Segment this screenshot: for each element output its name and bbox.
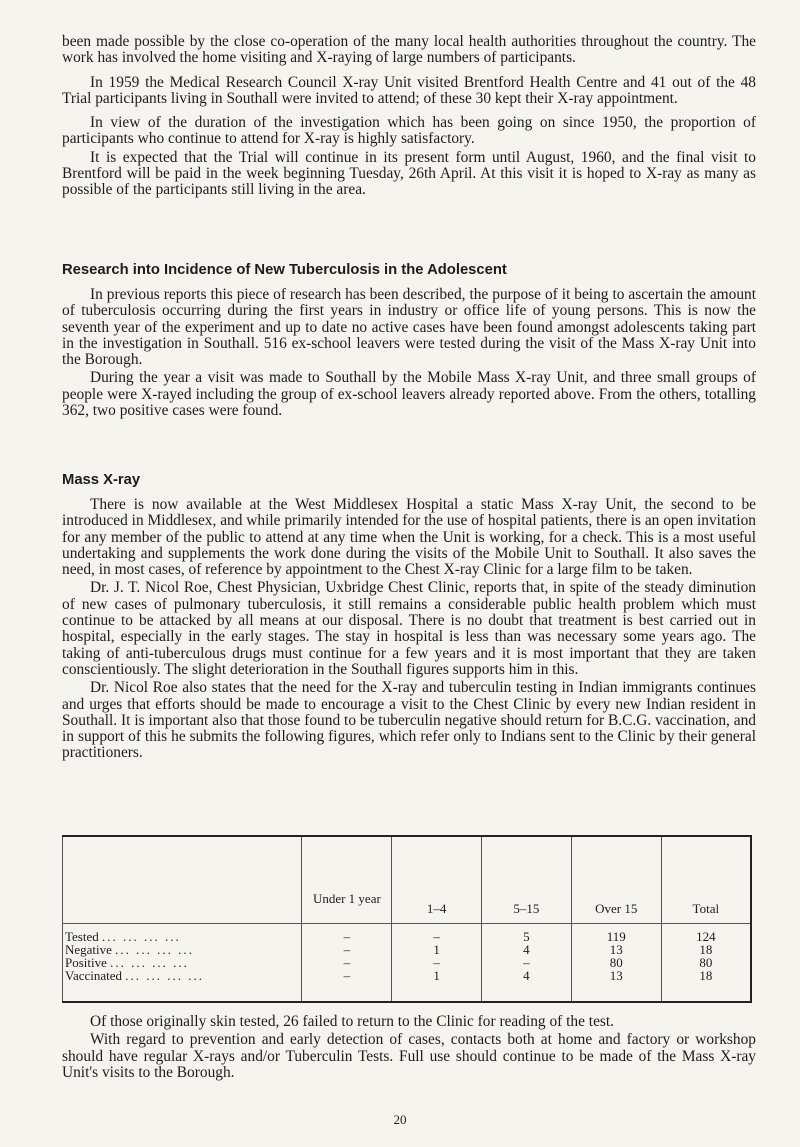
paragraph: With regard to prevention and early detection of cases, contacts both at home and factory or workshop should have regular X-rays and/or Tuberculin Tests. Full use should continue to be made of the Mass X-ray Unit's visits to the Borough.	[62, 1031, 756, 1081]
table-cell: –	[433, 955, 440, 970]
table-header-row	[63, 836, 752, 924]
table-cell: 4	[523, 968, 530, 983]
column-over-15	[571, 924, 661, 1003]
row-label: Tested ... ... ... ...	[65, 929, 181, 944]
column-header: 5–15	[482, 836, 572, 924]
table-cell: 119	[606, 929, 626, 944]
table-cell: –	[343, 942, 351, 957]
paragraph: been made possible by the close co-operation of the many local health authorities throughout the country. The work has involved the home visiting and X-raying of large numbers of participants.	[62, 33, 756, 67]
table-cell: –	[343, 968, 351, 983]
column-header	[63, 836, 302, 924]
column-total	[661, 924, 751, 1003]
paragraph: During the year a visit was made to Southall by the Mobile Mass X-ray Unit, and three small groups of people were X-rayed including the group of ex-school leavers already reported above. From the others, totalling 362, two positive cases were found.	[62, 369, 756, 420]
column-1-4	[392, 924, 482, 1003]
table-cell: 1	[433, 942, 440, 957]
table-cell: 80	[699, 955, 713, 970]
row-labels	[63, 924, 302, 1003]
column-header: Under 1 year	[302, 836, 392, 924]
mass-xray-section	[62, 472, 756, 762]
page-number: 20	[393, 1112, 407, 1127]
table-cell: 13	[609, 968, 623, 983]
table-cell: 124	[696, 929, 716, 944]
table-cell: –	[343, 929, 351, 944]
section-heading: Research into Incidence of New Tuberculosis in the Adolescent	[62, 262, 507, 278]
row-label: Vaccinated ... ... ... ...	[65, 968, 205, 983]
paragraph: In previous reports this piece of research has been described, the purpose of it being to ascertain the amount of tuberculosis occurring during the first years in industry or office life of young persons. This is now the seventh year of the experiment and up to date no active cases have been found amongst adolescents taking part in the investigation in Southall. 516 ex-school leavers were tested during the visit of the Mass X-ray Unit into the Borough.	[62, 286, 756, 369]
table-body-row	[63, 924, 752, 1003]
table-cell: 1	[433, 968, 440, 983]
paragraph: Dr. J. T. Nicol Roe, Chest Physician, Uxbridge Chest Clinic, reports that, in spite of the steady diminution of new cases of pulmonary tuberculosis, it still remains a considerable public health problem which must continue to be attacked by all means at our disposal. There is no doubt that treatment is best carried out in hospital, especially in the early stages. The stay in hospital is less than was necessary some years ago. The taking of anti-tuberculous drugs must continue for a few years and it is most important that they are taken conscientiously. The slight deterioration in the Southall figures supports him in this.	[62, 579, 756, 678]
adolescent-research-section	[62, 262, 756, 419]
column-header: 1–4	[392, 836, 482, 924]
table-cell: 80	[609, 955, 623, 970]
paragraph: In view of the duration of the investigation which has been going on since 1950, the proportion of participants who continue to attend for X-ray is highly satisfactory.	[62, 114, 756, 148]
column-header: Over 15	[571, 836, 661, 924]
closing-section	[62, 1014, 756, 1081]
paragraph: Dr. Nicol Roe also states that the need for the X-ray and tuberculin testing in Indian immigrants continues and urges that efforts should be made to encourage a visit to the Chest Clinic by every new Indian resident in Southall. It is important also that those found to be tuberculin negative should return for B.C.G. vaccination, and in support of this he submits the following figures, which refer only to Indians sent to the Clinic by their general practitioners.	[62, 679, 756, 762]
row-label: Negative ... ... ... ...	[65, 942, 194, 957]
table-cell: –	[523, 955, 530, 970]
column-under-1	[302, 924, 392, 1003]
data-table	[62, 835, 752, 1003]
section-heading: Mass X-ray	[62, 472, 141, 488]
row-label: Positive ... ... ... ...	[65, 955, 189, 970]
paragraph: In 1959 the Medical Research Council X-ray Unit visited Brentford Health Centre and 41 out of the 48 Trial participants living in Southall were invited to attend; of these 30 kept their X-ray appointment.	[62, 73, 756, 107]
table-cell: 5	[523, 929, 530, 944]
table-cell: 4	[523, 942, 530, 957]
table-cell: 18	[699, 942, 713, 957]
paragraph: There is now available at the West Middlesex Hospital a static Mass X-ray Unit, the second to be introduced in Middlesex, and while primarily intended for the use of hospital patients, there is an open invitation for any member of the public to attend at any time when the Unit is working, for a check. This is a most useful undertaking and supplements the work done during the visits of the Mobile Unit to Southall. It also saves the need, in most cases, of reference by appointment to the Chest X-ray Clinic for a large film to be taken.	[62, 496, 756, 579]
paragraph: It is expected that the Trial will continue in its present form until August, 1960, and the final visit to Brentford will be paid in the week beginning Tuesday, 26th April. At this visit it is hoped to X-ray as many as possible of the participants still living in the area.	[62, 148, 756, 199]
table-cell: –	[433, 929, 440, 944]
table-cell: 13	[609, 942, 623, 957]
paragraph: Of those originally skin tested, 26 failed to return to the Clinic for reading of the test.	[90, 1013, 615, 1030]
column-header: Total	[661, 836, 751, 924]
table-cell: 18	[699, 968, 713, 983]
indian-testing-table	[62, 835, 752, 1003]
intro-section	[62, 34, 756, 199]
column-5-15	[482, 924, 572, 1003]
table-cell: –	[343, 955, 351, 970]
